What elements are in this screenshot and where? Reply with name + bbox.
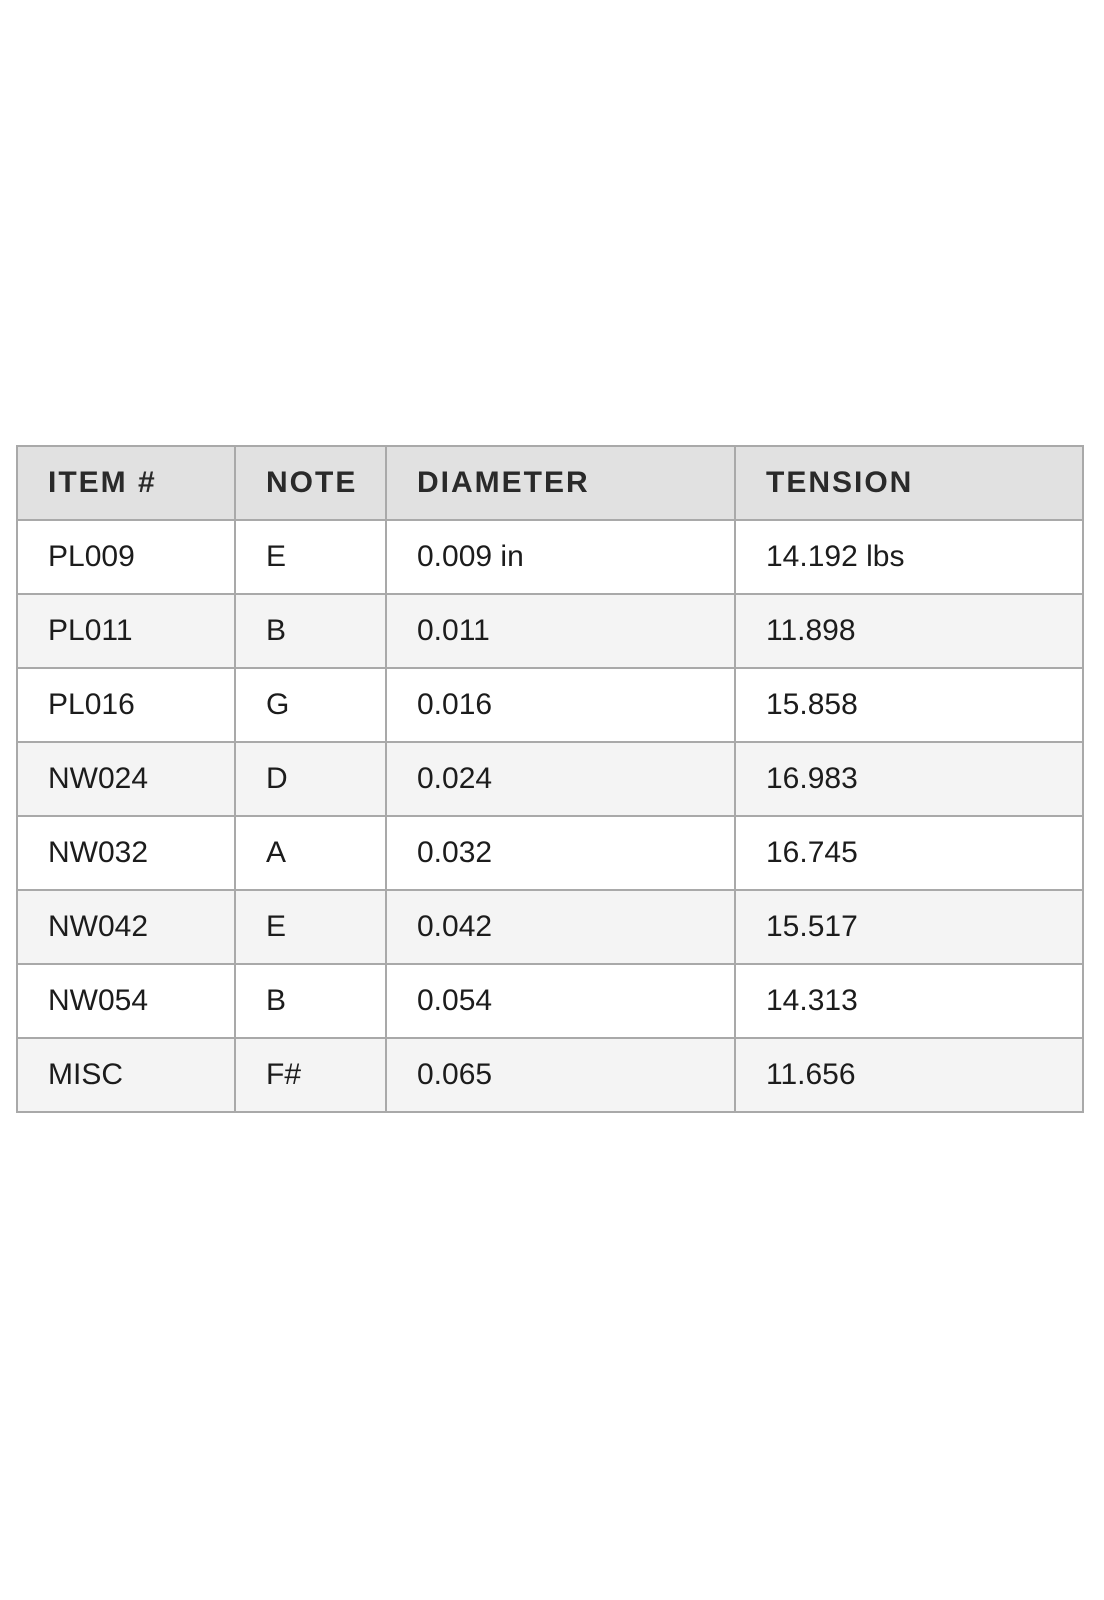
cell-item-number: NW054	[17, 964, 235, 1038]
cell-tension: 11.656	[735, 1038, 1083, 1112]
cell-note: E	[235, 520, 386, 594]
cell-note: B	[235, 594, 386, 668]
cell-item-number: PL011	[17, 594, 235, 668]
header-item-number: ITEM #	[17, 446, 235, 520]
cell-item-number: MISC	[17, 1038, 235, 1112]
cell-tension: 11.898	[735, 594, 1083, 668]
cell-diameter: 0.024	[386, 742, 735, 816]
cell-note: G	[235, 668, 386, 742]
table-row	[17, 594, 1083, 668]
cell-tension: 14.313	[735, 964, 1083, 1038]
cell-diameter: 0.032	[386, 816, 735, 890]
header-tension: TENSION	[735, 446, 1083, 520]
header-diameter: DIAMETER	[386, 446, 735, 520]
cell-tension: 15.517	[735, 890, 1083, 964]
cell-diameter: 0.054	[386, 964, 735, 1038]
cell-item-number: PL009	[17, 520, 235, 594]
string-table-container	[16, 445, 1082, 1113]
cell-item-number: NW032	[17, 816, 235, 890]
cell-tension: 16.745	[735, 816, 1083, 890]
cell-item-number: NW042	[17, 890, 235, 964]
table-row	[17, 742, 1083, 816]
table-row	[17, 964, 1083, 1038]
table-header-row	[17, 446, 1083, 520]
table-row	[17, 816, 1083, 890]
cell-diameter: 0.016	[386, 668, 735, 742]
table-row	[17, 890, 1083, 964]
cell-diameter: 0.065	[386, 1038, 735, 1112]
cell-tension: 16.983	[735, 742, 1083, 816]
table-row	[17, 520, 1083, 594]
cell-item-number: NW024	[17, 742, 235, 816]
cell-tension: 15.858	[735, 668, 1083, 742]
string-gauge-table	[16, 445, 1084, 1113]
cell-tension: 14.192 lbs	[735, 520, 1083, 594]
cell-diameter: 0.042	[386, 890, 735, 964]
table-row	[17, 1038, 1083, 1112]
cell-diameter: 0.011	[386, 594, 735, 668]
cell-note: D	[235, 742, 386, 816]
cell-note: E	[235, 890, 386, 964]
cell-note: B	[235, 964, 386, 1038]
cell-diameter: 0.009 in	[386, 520, 735, 594]
header-note: NOTE	[235, 446, 386, 520]
cell-note: F#	[235, 1038, 386, 1112]
table-row	[17, 668, 1083, 742]
cell-note: A	[235, 816, 386, 890]
cell-item-number: PL016	[17, 668, 235, 742]
